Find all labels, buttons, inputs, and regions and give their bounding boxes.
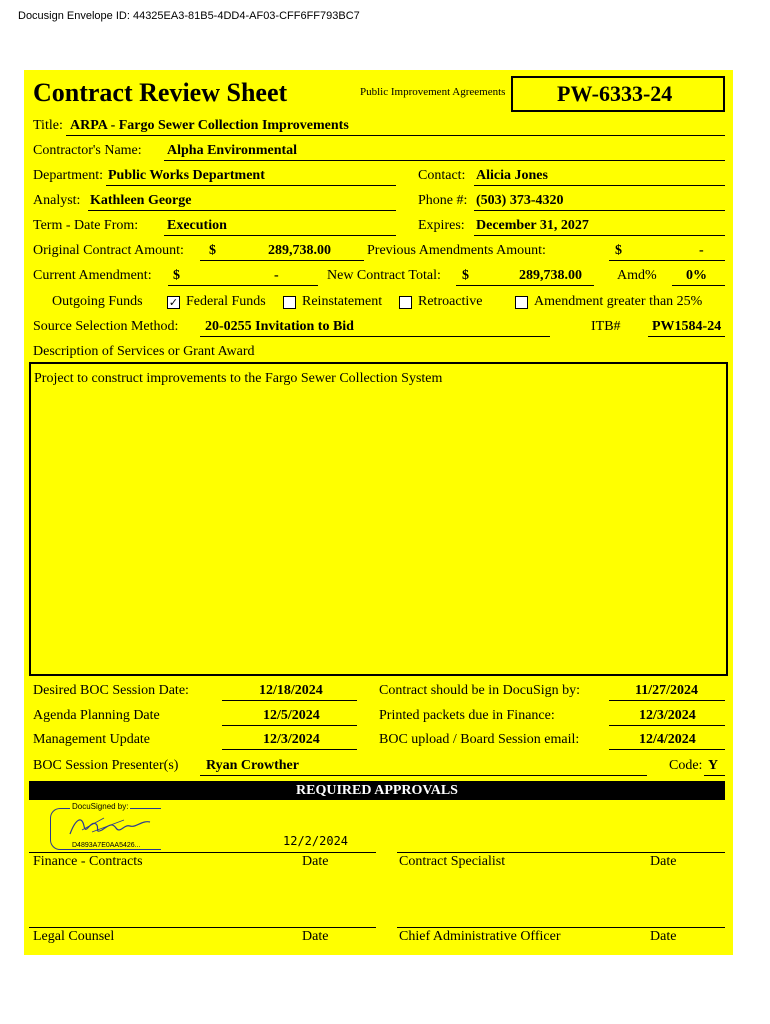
- original-amount-currency: $: [209, 243, 216, 258]
- department-value: Public Works Department: [108, 168, 265, 183]
- federal-funds-label: Federal Funds: [186, 294, 266, 309]
- description-label: Description of Services or Grant Award: [33, 344, 255, 359]
- current-amendment-label: Current Amendment:: [33, 268, 152, 283]
- current-amendment-currency: $: [173, 268, 180, 283]
- source-selection-label: Source Selection Method:: [33, 319, 179, 334]
- presenter-label: BOC Session Presenter(s): [33, 758, 179, 773]
- legal-label: Legal Counsel: [33, 929, 115, 944]
- current-amendment-value: -: [274, 268, 279, 283]
- finance-date-value: 12/2/2024: [283, 834, 349, 848]
- presenter-value: Ryan Crowther: [206, 758, 299, 773]
- title-underline: [66, 135, 725, 136]
- amd-pct-value: 0%: [686, 268, 707, 283]
- page-title: Contract Review Sheet: [33, 78, 288, 107]
- envelope-id: Docusign Envelope ID: 44325EA3-81B5-4DD4-AF03-CFF6FF793BC7: [18, 10, 360, 22]
- prev-amendments-value: -: [699, 243, 704, 258]
- contract-number-box: [511, 76, 725, 112]
- term-label: Term - Date From:: [33, 218, 139, 233]
- new-total-value: 289,738.00: [519, 268, 582, 283]
- new-total-currency: $: [462, 268, 469, 283]
- specialist-signature-line: [397, 852, 725, 853]
- contract-review-sheet: [24, 70, 733, 955]
- boc-session-underline: [222, 700, 357, 701]
- printed-underline: [609, 725, 725, 726]
- phone-value: (503) 373-4320: [476, 193, 564, 208]
- new-total-label: New Contract Total:: [327, 268, 441, 283]
- mgmt-label: Management Update: [33, 732, 151, 747]
- agreement-type: Public Improvement Agreements: [360, 86, 506, 98]
- prev-amendments-currency: $: [615, 243, 622, 258]
- specialist-date-label: Date: [650, 854, 677, 869]
- signature-icon: [64, 812, 164, 842]
- boc-session-value: 12/18/2024: [259, 683, 323, 698]
- outgoing-funds-label: Outgoing Funds: [52, 294, 143, 309]
- expires-underline: [474, 235, 725, 236]
- reinstatement-checkbox[interactable]: [283, 296, 296, 309]
- term-underline: [164, 235, 396, 236]
- mgmt-underline: [222, 749, 357, 750]
- title-value: ARPA - Fargo Sewer Collection Improvements: [70, 118, 349, 133]
- original-amount-value: 289,738.00: [268, 243, 331, 258]
- new-total-underline: [456, 285, 594, 286]
- source-selection-value: 20-0255 Invitation to Bid: [205, 319, 354, 334]
- retroactive-checkbox[interactable]: [399, 296, 412, 309]
- code-underline: [704, 775, 725, 776]
- legal-signature-line: [29, 927, 376, 928]
- cao-date-label: Date: [650, 929, 677, 944]
- boc-session-label: Desired BOC Session Date:: [33, 683, 189, 698]
- term-value: Execution: [167, 218, 227, 233]
- federal-funds-checkbox[interactable]: [167, 296, 180, 309]
- contractor-value: Alpha Environmental: [167, 143, 298, 158]
- mgmt-value: 12/3/2024: [263, 732, 320, 747]
- agenda-value: 12/5/2024: [263, 708, 320, 723]
- expires-label: Expires:: [418, 218, 465, 233]
- contract-specialist-label: Contract Specialist: [399, 854, 506, 869]
- docusign-by-underline: [609, 700, 725, 701]
- code-label: Code:: [669, 758, 703, 773]
- analyst-label: Analyst:: [33, 193, 81, 208]
- itb-underline: [648, 336, 725, 337]
- prev-amendments-label: Previous Amendments Amount:: [367, 243, 546, 258]
- boc-upload-underline: [609, 749, 725, 750]
- contact-value: Alicia Jones: [476, 168, 548, 183]
- original-amount-label: Original Contract Amount:: [33, 243, 184, 258]
- reinstatement-label: Reinstatement: [302, 294, 383, 309]
- checkmark-icon: ✓: [168, 296, 179, 309]
- source-selection-underline: [200, 336, 550, 337]
- finance-label: Finance - Contracts: [33, 854, 143, 869]
- description-text: Project to construct improvements to the Fargo Sewer Collection System: [34, 371, 443, 386]
- cao-label: Chief Administrative Officer: [399, 929, 561, 944]
- signature-id: D4893A7E0AA5426...: [72, 842, 141, 849]
- title-label: Title:: [33, 118, 63, 133]
- amd-pct-underline: [672, 285, 725, 286]
- original-amount-underline: [200, 260, 364, 261]
- description-box[interactable]: [29, 362, 728, 676]
- analyst-value: Kathleen George: [90, 193, 192, 208]
- docusign-by-value: 11/27/2024: [635, 683, 699, 698]
- retroactive-label: Retroactive: [418, 294, 483, 309]
- contract-number: PW-6333-24: [557, 81, 673, 106]
- agenda-label: Agenda Planning Date: [33, 708, 160, 723]
- boc-upload-value: 12/4/2024: [639, 732, 696, 747]
- printed-label: Printed packets due in Finance:: [379, 708, 555, 723]
- prev-amendments-underline: [609, 260, 725, 261]
- contractor-underline: [164, 160, 725, 161]
- legal-date-label: Date: [302, 929, 329, 944]
- agenda-underline: [222, 725, 357, 726]
- cao-signature-line: [397, 927, 725, 928]
- itb-value: PW1584-24: [652, 319, 722, 334]
- contact-underline: [474, 185, 725, 186]
- contact-label: Contact:: [418, 168, 466, 183]
- amendment-25-label: Amendment greater than 25%: [534, 294, 703, 309]
- amd-pct-label: Amd%: [617, 268, 657, 283]
- docusigned-by-label: DocuSigned by:: [72, 802, 129, 811]
- department-underline: [106, 185, 396, 186]
- contractor-label: Contractor's Name:: [33, 143, 142, 158]
- code-value: Y: [708, 758, 719, 773]
- required-approvals-header: REQUIRED APPROVALS: [29, 781, 725, 800]
- expires-value: December 31, 2027: [476, 218, 589, 233]
- phone-underline: [474, 210, 725, 211]
- docusign-by-label: Contract should be in DocuSign by:: [379, 683, 581, 698]
- finance-date-label: Date: [302, 854, 329, 869]
- boc-upload-label: BOC upload / Board Session email:: [379, 732, 580, 747]
- department-label: Department:: [33, 168, 103, 183]
- current-amendment-underline: [168, 285, 318, 286]
- phone-label: Phone #:: [418, 193, 468, 208]
- itb-label: ITB#: [591, 319, 621, 334]
- presenter-underline: [200, 775, 647, 776]
- printed-value: 12/3/2024: [639, 708, 696, 723]
- analyst-underline: [88, 210, 396, 211]
- finance-signature-line: [29, 852, 376, 853]
- amendment-25-checkbox[interactable]: [515, 296, 528, 309]
